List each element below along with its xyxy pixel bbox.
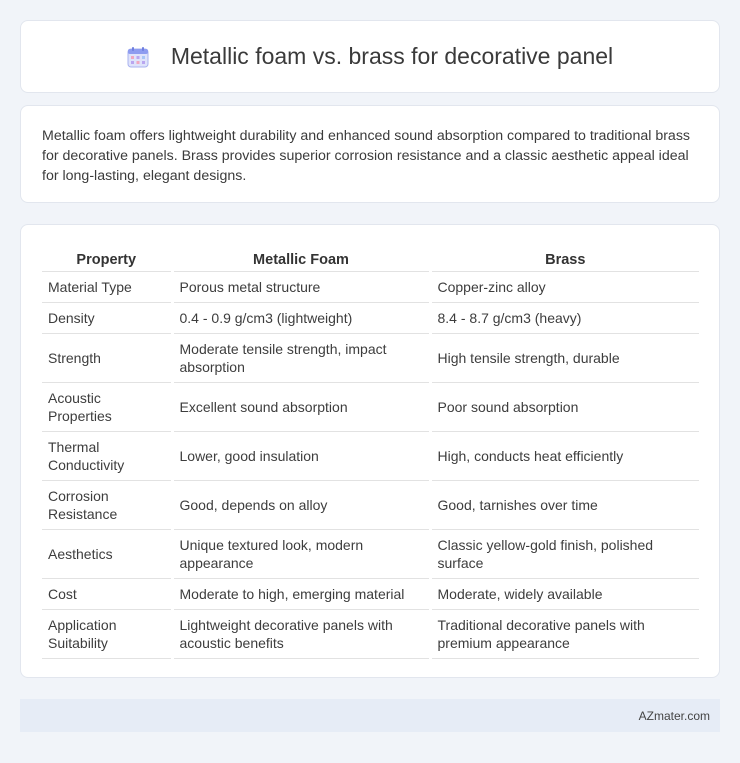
property-cell: Cost — [42, 578, 172, 609]
property-cell: Acoustic Properties — [42, 382, 172, 431]
brass-cell: 8.4 - 8.7 g/cm3 (heavy) — [430, 302, 699, 333]
table-row — [42, 578, 699, 609]
footer — [20, 699, 720, 732]
table-row — [42, 333, 699, 382]
foam-cell: Porous metal structure — [172, 271, 430, 302]
intro-card — [20, 105, 720, 203]
table-header-row — [42, 245, 699, 271]
property-cell: Application Suitability — [42, 609, 172, 658]
foam-cell: Excellent sound absorption — [172, 382, 430, 431]
property-cell: Aesthetics — [42, 529, 172, 578]
brass-cell: Traditional decorative panels with premium appearance — [430, 609, 699, 658]
footer-brand[interactable]: AZmater.com — [638, 708, 710, 723]
brass-cell: High tensile strength, durable — [430, 333, 699, 382]
foam-cell: Moderate tensile strength, impact absorption — [172, 333, 430, 382]
table-row — [42, 529, 699, 578]
column-header-metallic-foam: Metallic Foam — [172, 245, 430, 271]
brass-cell: Copper-zinc alloy — [430, 271, 699, 302]
foam-cell: Lower, good insulation — [172, 431, 430, 480]
table-row — [42, 302, 699, 333]
brass-cell: High, conducts heat efficiently — [430, 431, 699, 480]
property-cell: Corrosion Resistance — [42, 480, 172, 529]
column-header-property: Property — [42, 245, 172, 271]
intro-paragraph: Metallic foam offers lightweight durability and enhanced sound absorption compared to traditional brass for decorative panels. Brass provides superior corrosion resistance and a classic aesthetic appeal ideal for long-lasting, elegant designs. — [42, 128, 691, 184]
brass-cell: Moderate, widely available — [430, 578, 699, 609]
brass-cell: Poor sound absorption — [430, 382, 699, 431]
foam-cell: Lightweight decorative panels with acoustic benefits — [172, 609, 430, 658]
table-row — [42, 382, 699, 431]
foam-cell: Good, depends on alloy — [172, 480, 430, 529]
property-cell: Density — [42, 302, 172, 333]
column-header-brass: Brass — [430, 245, 699, 271]
table-row — [42, 480, 699, 529]
brass-cell: Good, tarnishes over time — [430, 480, 699, 529]
table-row — [42, 609, 699, 658]
foam-cell: 0.4 - 0.9 g/cm3 (lightweight) — [172, 302, 430, 333]
brass-cell: Classic yellow-gold finish, polished surface — [430, 529, 699, 578]
foam-cell: Moderate to high, emerging material — [172, 578, 430, 609]
comparison-table — [42, 245, 699, 659]
property-cell: Thermal Conductivity — [42, 431, 172, 480]
table-row — [42, 431, 699, 480]
comparison-card — [20, 224, 720, 678]
property-cell: Material Type — [42, 271, 172, 302]
foam-cell: Unique textured look, modern appearance — [172, 529, 430, 578]
title-card — [20, 20, 720, 93]
calendar-icon — [127, 46, 149, 68]
table-row — [42, 271, 699, 302]
page-title: Metallic foam vs. brass for decorative panel — [170, 43, 614, 69]
property-cell: Strength — [42, 333, 172, 382]
